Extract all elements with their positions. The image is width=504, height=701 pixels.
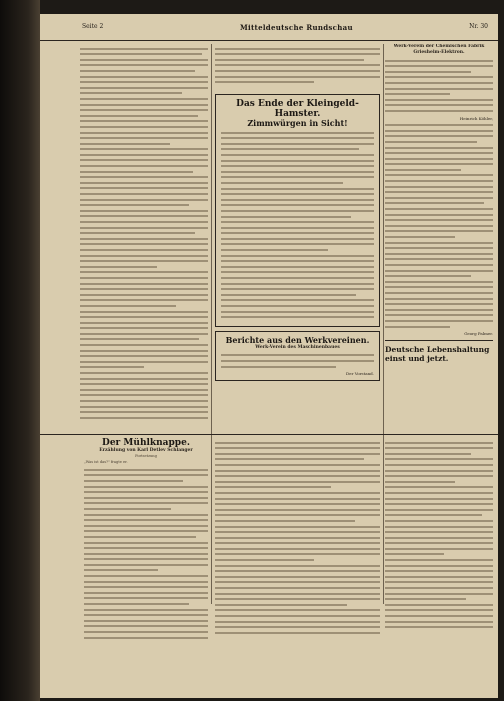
right-text-2 (385, 124, 493, 327)
lebenshaltung-title: Deutsche Lebenshaltung einst und jetzt. (385, 345, 490, 364)
right-text-1 (385, 60, 493, 112)
text-block (80, 48, 208, 419)
story-subheading: Fortsetzung (135, 454, 157, 458)
signature-1: Heinrich Köhler, (459, 115, 493, 121)
issue-number: Nr. 30 (469, 23, 488, 30)
story-first-line: „Was ist das?" fragte er. (84, 459, 128, 464)
center-top-text (215, 44, 380, 94)
story-title: Der Mühlknappe. (102, 438, 190, 448)
kleingeld-text (221, 132, 374, 319)
werkvereine-signature: Der Vorstand. (345, 371, 374, 377)
kleingeld-subtitle: Zimmwürgen in Sicht! (247, 118, 348, 128)
story-center-text (215, 442, 380, 634)
page-number-label: Seite 2 (82, 23, 104, 30)
kleingeld-title: Das Ende der Kleingeld-Hamster. (236, 99, 359, 119)
werkvereine-text (221, 354, 374, 367)
story-text (84, 469, 208, 639)
werkvereine-subtitle: Werk-Verein des Maschinenbaues (255, 344, 340, 350)
story-center-column (215, 438, 380, 694)
werkvereine-box (215, 331, 380, 381)
page-header (40, 14, 498, 41)
story-column (84, 438, 208, 694)
column-rule-left (211, 44, 212, 604)
center-column (215, 44, 380, 424)
section-divider (40, 434, 498, 435)
newspaper-title: Mitteldeutsche Rundschau (240, 23, 353, 32)
right-divider (385, 340, 493, 341)
right-top-location: Griesheim-Elektron. (413, 50, 465, 55)
newspaper-page (40, 14, 498, 698)
binding-gutter (0, 0, 40, 701)
left-column-text (80, 44, 208, 434)
story-right-text (385, 442, 493, 629)
column-rule-right (383, 44, 384, 604)
right-column (385, 44, 493, 464)
signature-2: Georg Palmer. (464, 331, 493, 337)
story-right-column (385, 438, 493, 694)
werkvereine-title: Berichte aus den Werkvereinen. (225, 334, 370, 345)
story-byline: Erzählung von Karl Detlev Schlanger (99, 448, 193, 453)
kleingeld-article-box (215, 94, 380, 327)
right-top-heading: Werk-Verein der Chemischen Fabrik (393, 44, 485, 49)
